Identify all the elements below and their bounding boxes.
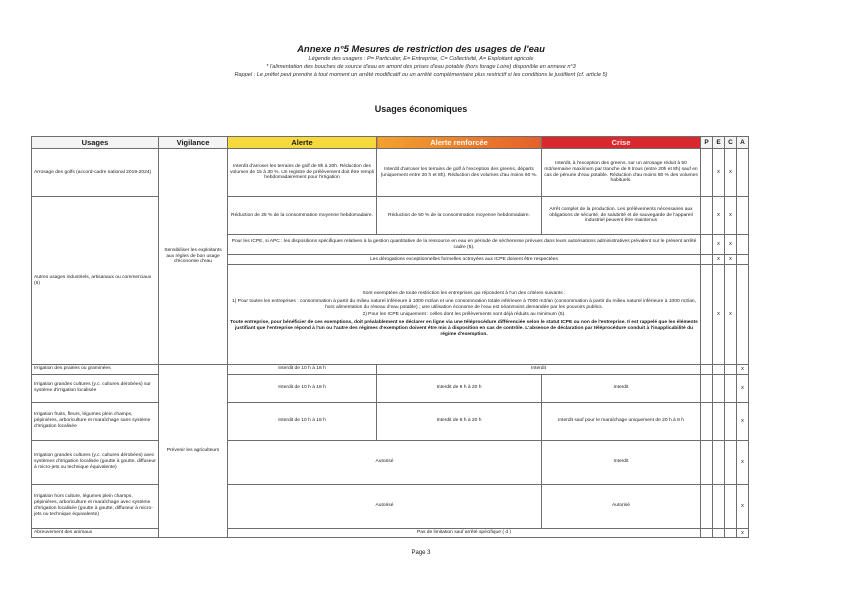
- page-number: Page 3: [411, 550, 431, 556]
- table-row: [32, 149, 749, 197]
- a-cell: x: [737, 440, 749, 484]
- alerte-cell: Réduction de 25 % de la consommation moyenne hebdomadaire.: [228, 197, 377, 235]
- usage-cell: Autres usages industriels, artisanaux ou commerciaux (5): [32, 197, 159, 365]
- alerte-renforcee-cell: Interdit de 8 h à 20 h: [377, 374, 542, 402]
- e-cell: x: [713, 265, 725, 365]
- crise-cell: Autorisé: [542, 484, 701, 528]
- c-cell: [725, 440, 737, 484]
- usage-cell: Irrigation grandes cultures (y.c. cultures dérobées) avec systèmes d'irrigation localisée (goutte à goutte, diffuseur à micro-jets ou technique équivalente): [32, 440, 159, 484]
- a-cell: [737, 265, 749, 365]
- alerte-renforcee-cell: Autorisé: [228, 484, 542, 528]
- usage-cell: Arrosage des golfs (accord-cadre national 2019-2024): [32, 149, 159, 197]
- e-cell: [713, 440, 725, 484]
- a-cell: x: [737, 484, 749, 528]
- e-cell: [713, 374, 725, 402]
- icpe-rule-cell: Pour les ICPE, si APC : les dispositions spécifiques relatives à la gestion quantitative de la ressource en eau en période de sécheresse prévues dans leurs autorisations administratives prévalent sur le présent arrêté cadre (5).: [228, 235, 701, 255]
- c-cell: x: [725, 235, 737, 255]
- column-header-c: C: [725, 137, 737, 149]
- reminder-line: Rappel : Le préfet peut prendre à tout moment un arrêté modificatif ou un arrêté complémentaire plus restrictif si les conditions le justifient (cf. article 5): [234, 72, 608, 78]
- crise-cell: Interdit: [542, 440, 701, 484]
- alerte-renforcee-cell: Autorisé: [228, 440, 542, 484]
- p-cell: [701, 440, 713, 484]
- p-cell: [701, 365, 713, 375]
- column-header-e: E: [713, 137, 725, 149]
- c-cell: [725, 402, 737, 440]
- renforcee-crise-cell: Interdit: [377, 365, 701, 375]
- alerte-cell: Interdit d'arroser les terrains de golf de 8h à 20h. Réduction des volumes de 15 à 30 %. Un registre de prélèvement doit être rempli hebdomadairement pour l'irrigation: [228, 149, 377, 197]
- table-header-row: [32, 137, 749, 149]
- e-cell: [713, 402, 725, 440]
- a-cell: x: [737, 365, 749, 375]
- vigilance-cell: Sensibiliser les exploitants aux règles de bon usage d'économie d'eau: [159, 149, 228, 365]
- c-cell: [725, 374, 737, 402]
- p-cell: [701, 265, 713, 365]
- c-cell: [725, 365, 737, 375]
- alerte-cell: Interdit de 10 h à 18 h: [228, 374, 377, 402]
- alerte-renforcee-cell: Interdit de 8 h à 20 h: [377, 402, 542, 440]
- document-title: Annexe n°5 Mesures de restriction des usages de l'eau: [297, 44, 545, 55]
- e-cell: x: [713, 235, 725, 255]
- restrictions-table: [31, 136, 749, 538]
- table-row: [32, 440, 749, 484]
- table-row: [32, 374, 749, 402]
- e-cell: [713, 484, 725, 528]
- alerte-cell: Interdit de 10 h à 18 h: [228, 365, 377, 375]
- a-cell: [737, 255, 749, 265]
- p-cell: [701, 235, 713, 255]
- column-header-alerte: Alerte: [228, 137, 377, 149]
- c-cell: x: [725, 197, 737, 235]
- alerte-renforcee-cell: Réduction de 50 % de la consommation moyenne hebdomadaire.: [377, 197, 542, 235]
- c-cell: x: [725, 265, 737, 365]
- c-cell: x: [725, 149, 737, 197]
- e-cell: x: [713, 255, 725, 265]
- column-header-crise: Crise: [542, 137, 701, 149]
- table-row: [32, 484, 749, 528]
- c-cell: [725, 484, 737, 528]
- e-cell: [713, 365, 725, 375]
- crise-cell: Interdit, à l'exception des greens, sur un arrosage réduit à 50 m3/semaine maximum par tranche de 9 trous (entre 20h et 8h) sauf en cas de pénurie d'eau potable. Réduction d'au moins 80 % des volumes habituels.: [542, 149, 701, 197]
- column-header-usages: Usages: [32, 137, 159, 149]
- a-cell: x: [737, 374, 749, 402]
- column-header-alerte-renforcee: Alerte renforcée: [377, 137, 542, 149]
- usage-cell: Irrigation fruits, fleurs, légumes plein champs, pépinières, arboriculture et maraîchage sans système d'irrigation localisée: [32, 402, 159, 440]
- exemptions-criterion-2: 2) Pour les ICPE uniquement : celles dont les prélèvements sont déjà réduits au minimum (5).: [362, 312, 566, 318]
- usage-cell: Irrigation grandes cultures (y.c. cultures dérobées) sur système d'irrigation localisée: [32, 374, 159, 402]
- column-header-vigilance: Vigilance: [159, 137, 228, 149]
- usage-cell: Irrigation hors culture, légumes plein champs, pépinières, arboriculture et maraîchage avec système d'irrigation localisée (goutte à goutte, diffuseur à micro-jets ou technique équivalente): [32, 484, 159, 528]
- a-cell: [737, 197, 749, 235]
- p-cell: [701, 402, 713, 440]
- column-header-a: A: [737, 137, 749, 149]
- exemptions-intro: Sont exemptées de toute restriction les entreprises qui répondent à l'un des critères suivants :: [362, 291, 566, 297]
- abreuvement-rule-cell: Pas de limitation sauf arrêté spécifique ( d ): [228, 528, 701, 538]
- legend-line: Légende des usagers : P= Particulier, E= Entreprise, C= Collectivité, A= Exploitant agricole: [308, 56, 534, 62]
- a-cell: x: [737, 528, 749, 538]
- a-cell: [737, 149, 749, 197]
- e-cell: x: [713, 197, 725, 235]
- table-row: [32, 402, 749, 440]
- exemptions-cell: [228, 265, 701, 365]
- derogations-cell: Les dérogations exceptionnelles formelles octroyées aux ICPE doivent être respectées: [228, 255, 701, 265]
- crise-cell: Interdit: [542, 374, 701, 402]
- crise-cell: Interdit sauf pour le maraîchage uniquement de 20 h à 8 h: [542, 402, 701, 440]
- note-line: * l'alimentation des bouches de source d'eau en amont des prises d'eau potable (hors forage Loire) disponible en annexe n°3: [266, 64, 576, 70]
- c-cell: [725, 528, 737, 538]
- table-row: [32, 197, 749, 235]
- alerte-renforcee-cell: Interdit d'arroser les terrains de golf à l'exception des greens, départs (uniquement entre 20 h et 8h). Réduction des volumes d'au moins 60 %.: [377, 149, 542, 197]
- p-cell: [701, 255, 713, 265]
- column-header-p: P: [701, 137, 713, 149]
- p-cell: [701, 374, 713, 402]
- vigilance-cell: Prévenir les agriculteurs: [159, 365, 228, 538]
- e-cell: x: [713, 149, 725, 197]
- table-row: [32, 365, 749, 375]
- e-cell: [713, 528, 725, 538]
- p-cell: [701, 197, 713, 235]
- p-cell: [701, 484, 713, 528]
- exemptions-criterion-1: 1) Pour toutes les entreprises : consommation à partir du milieu naturel inférieure à 1000 m3/an et une consommation totale inférieure à 7000 m3/an (consommation à partir du milieu naturel inférieure à 1000 m3/an, hors alimentation du réseau d'eau potable) ; une utilisation économe de l'eau est néanmoins demandée par les pouvoirs publics.: [231, 298, 697, 310]
- crise-cell: Arrêt complet de la production. Les prélèvements nécessaires aux obligations de sécurité, de salubrité et de sauvegarde de l'appareil industriel peuvent être maintenus: [542, 197, 701, 235]
- exemptions-declaration: Toute entreprise, pour bénéficier de ces exemptions, doit préalablement se déclarer en ligne via une téléprocédure différenciée selon le statut ICPE ou non de l'entreprise. Il est rappelé que les éléments justifiant que l'entreprise répond à l'un ou l'autre des régimes d'exemption doivent être mis à disposition en cas de contrôle. L'absence de déclaration par téléprocédure conduit à l'inapplicabilité du régime d'exemption.: [230, 319, 698, 337]
- section-title: Usages économiques: [374, 104, 468, 114]
- a-cell: x: [737, 402, 749, 440]
- p-cell: [701, 149, 713, 197]
- table-row: [32, 528, 749, 538]
- usage-cell: Irrigation des prairies ou graminées: [32, 365, 159, 375]
- usage-cell: Abreuvement des animaux: [32, 528, 159, 538]
- c-cell: x: [725, 255, 737, 265]
- alerte-cell: Interdit de 10 h à 18 h: [228, 402, 377, 440]
- p-cell: [701, 528, 713, 538]
- a-cell: [737, 235, 749, 255]
